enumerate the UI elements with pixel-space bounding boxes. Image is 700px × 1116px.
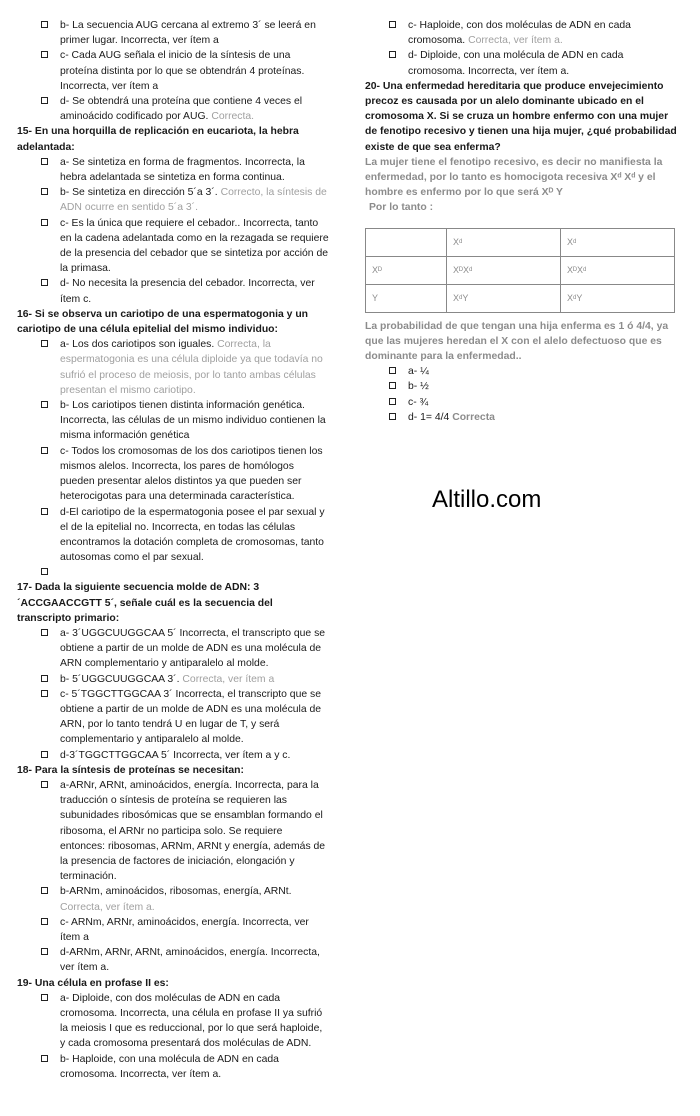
question-15: 15- En una horquilla de replicación en eucariota, la hebra adelantada: [17,126,299,153]
table-cell: Xᵈ [560,228,674,256]
option-q15-d: d- No necesita la presencia del cebador. Incorrecta, ver ítem c. [41,276,329,306]
option-q20-c: c- ¾ [389,395,677,410]
option-q14-d: d- Se obtendrá una proteína que contiene 4 veces el aminoácido codificado por AUG. Correcta. [41,94,329,124]
checkbox-icon [41,675,48,682]
checkbox-icon [41,51,48,58]
punnett-square [365,228,675,313]
checkbox-icon [41,918,48,925]
question-16: 16- Si se observa un cariotipo de una espermatogonia y un cariotipo de una célula epitelial del mismo individuo: [17,308,309,336]
option-q18-b: b-ARNm, aminoácidos, ribosomas, energía, ARNt. Correcta, ver ítem a. [41,884,329,914]
option-q16-a: a- Los dos cariotipos son iguales. Correcta, la espermatogonia es una célula diploide ya que todavía no sufrió el proceso de meiosis, por lo tanto ambas células presentan el mismo cariotipo. [41,337,329,398]
option-q17-d: d-3´TGGCTTGGCAA 5´ Incorrecta, ver ítem a y c. [41,748,329,763]
question-17: 17- Dada la siguiente secuencia molde de ADN: 3´ACCGAACCGTT 5´, señale cuál es la secuencia del transcripto primario: [17,582,273,624]
checkbox-icon [41,21,48,28]
checkbox-icon [389,51,396,58]
checkbox-icon [41,401,48,408]
option-q15-a: a- Se sintetiza en forma de fragmentos. Incorrecta, la hebra adelantada se sintetiza en forma continua. [41,155,329,185]
table-cell: Xᴰ [366,256,447,284]
watermark-logo: Altillo.com [432,486,542,513]
checkbox-icon [41,447,48,454]
option-q19-c: c- Haploide, con dos moléculas de ADN en cada cromosoma. Correcta, ver ítem a. [389,18,677,48]
table-cell: Xᵈ [446,228,560,256]
checkbox-icon [41,97,48,104]
table-cell: XᴰXᵈ [560,256,674,284]
checkbox-icon [41,994,48,1001]
checkbox-icon [41,629,48,636]
table-row [366,228,675,256]
table-cell: XᵈY [446,284,560,312]
checkbox-icon [41,751,48,758]
option-q15-c: c- Es la única que requiere el cebador.. Incorrecta, tanto en la cadena adelantada como en la rezagada se requiere de la presencia del cebador que se sintetiza por acción de la primasa. [41,216,329,277]
option-q20-b: b- ½ [389,379,677,394]
option-q16-d: d-El cariotipo de la espermatogonia posee el par sexual y el de la epitelial no. Incorrecta, en todas las células encontramos la dotación completa de cromosomas, tanto autosomas como el par sexual. [41,505,329,566]
answer-explanation: La mujer tiene el fenotipo recesivo, es decir no manifiesta la enfermedad, por lo tanto es homocigota recesiva Xᵈ Xᵈ y el hombre es enfermo por lo que será Xᴰ Y [365,156,663,199]
checkbox-icon [389,382,396,389]
question-20: 20- Una enfermedad hereditaria que produce envejecimiento precoz es causada por un alelo dominante ubicado en el cromosoma X. Si se cruza un hombre enfermo con una mujer de fenotipo recesivo y tienen una hija mujer, ¿qué probabilidad existe de que sea enferma? [365,80,677,153]
table-cell [366,228,447,256]
checkbox-icon [41,568,48,575]
option-empty [41,565,329,580]
option-q20-d: d- 1= 4/4 Correcta [389,410,677,425]
option-q16-c: c- Todos los cromosomas de los dos cariotipos tienen los mismos alelos. Incorrecta, los pares de homólogos pueden presentar alelos distintos ya que pueden ser heterocigotas para una determinada característica. [41,444,329,505]
checkbox-icon [41,948,48,955]
checkbox-icon [41,887,48,894]
checkbox-icon [41,1055,48,1062]
table-row [366,284,675,312]
answer-conclusion: La probabilidad de que tengan una hija enferma es 1 ó 4/4, ya que las mujeres heredan el X con el alelo defectuoso que es dominante para la enfermedad.. [365,320,669,363]
option-q17-a: a- 3´UGGCUUGGCAA 5´ Incorrecta, el transcripto que se obtiene a partir de un molde de ADN es una molécula de ARN complementario y antiparalelo al molde. [41,626,329,672]
option-q19-d: d- Diploide, con una molécula de ADN en cada cromosoma. Incorrecta, ver ítem a. [389,48,677,78]
option-q18-c: c- ARNm, ARNr, aminoácidos, energía. Incorrecta, ver ítem a [41,915,329,945]
checkbox-icon [41,219,48,226]
option-q15-b: b- Se sintetiza en dirección 5´a 3´. Correcto, la síntesis de ADN ocurre en sentido 5´a 3´. [41,185,329,215]
option-q19-b: b- Haploide, con una molécula de ADN en cada cromosoma. Incorrecta, ver ítem a. [41,1052,329,1082]
option-q14-c: c- Cada AUG señala el inicio de la síntesis de una proteína distinta por lo que se obtendrán 4 proteínas. Incorrecta, ver ítem a [41,48,329,94]
option-q19-a: a- Diploide, con dos moléculas de ADN en cada cromosoma. Incorrecta, una célula en profase II ya sufrió la meiosis I que es reduccional, por lo que será haploide, y cada cromosoma presentará dos moléculas de ADN. [41,991,329,1052]
table-cell: XᴰXᵈ [446,256,560,284]
table-cell: Y [366,284,447,312]
checkbox-icon [41,279,48,286]
option-q16-b: b- Los cariotipos tienen distinta información genética. Incorrecta, las células de un mismo individuo contienen la misma información genética [41,398,329,444]
checkbox-icon [389,21,396,28]
checkbox-icon [389,413,396,420]
question-19: 19- Una célula en profase II es: [17,977,169,989]
checkbox-icon [41,690,48,697]
option-q18-a: a-ARNr, ARNt, aminoácidos, energía. Incorrecta, para la traducción o síntesis de proteína se requieren las subunidades ribosómicas que se ensamblan formando el ribosoma, el ARNr no participa solo. Se requiere entonces: ribosomas, ARNm, ARNt y energía, además de la presencia de factores de iniciación, elongación y terminación. [41,778,329,884]
option-q17-c: c- 5´TGGCTTGGCAA 3´ Incorrecta, el transcripto que se obtiene a partir de un molde de ADN es una molécula de ARN, por lo tanto tendrá U en lugar de T, y será complementario y antiparalelo al molde. [41,687,329,748]
checkbox-icon [41,508,48,515]
option-q14-b: b- La secuencia AUG cercana al extremo 3´ se leerá en primer lugar. Incorrecta, ver ítem a [41,18,329,48]
question-18: 18- Para la síntesis de proteínas se necesitan: [17,764,244,776]
answer-therefore: Por lo tanto : [369,202,434,214]
right-column [365,18,677,425]
checkbox-icon [41,781,48,788]
checkbox-icon [389,398,396,405]
table-row [366,256,675,284]
table-cell: XᵈY [560,284,674,312]
left-column [17,18,329,1082]
checkbox-icon [389,367,396,374]
option-q17-b: b- 5´UGGCUUGGCAA 3´. Correcta, ver ítem a [41,672,329,687]
checkbox-icon [41,188,48,195]
option-q20-a: a- ¼ [389,364,677,379]
checkbox-icon [41,340,48,347]
option-q18-d: d-ARNm, ARNr, ARNt, aminoácidos, energía. Incorrecta, ver ítem a. [41,945,329,975]
checkbox-icon [41,158,48,165]
